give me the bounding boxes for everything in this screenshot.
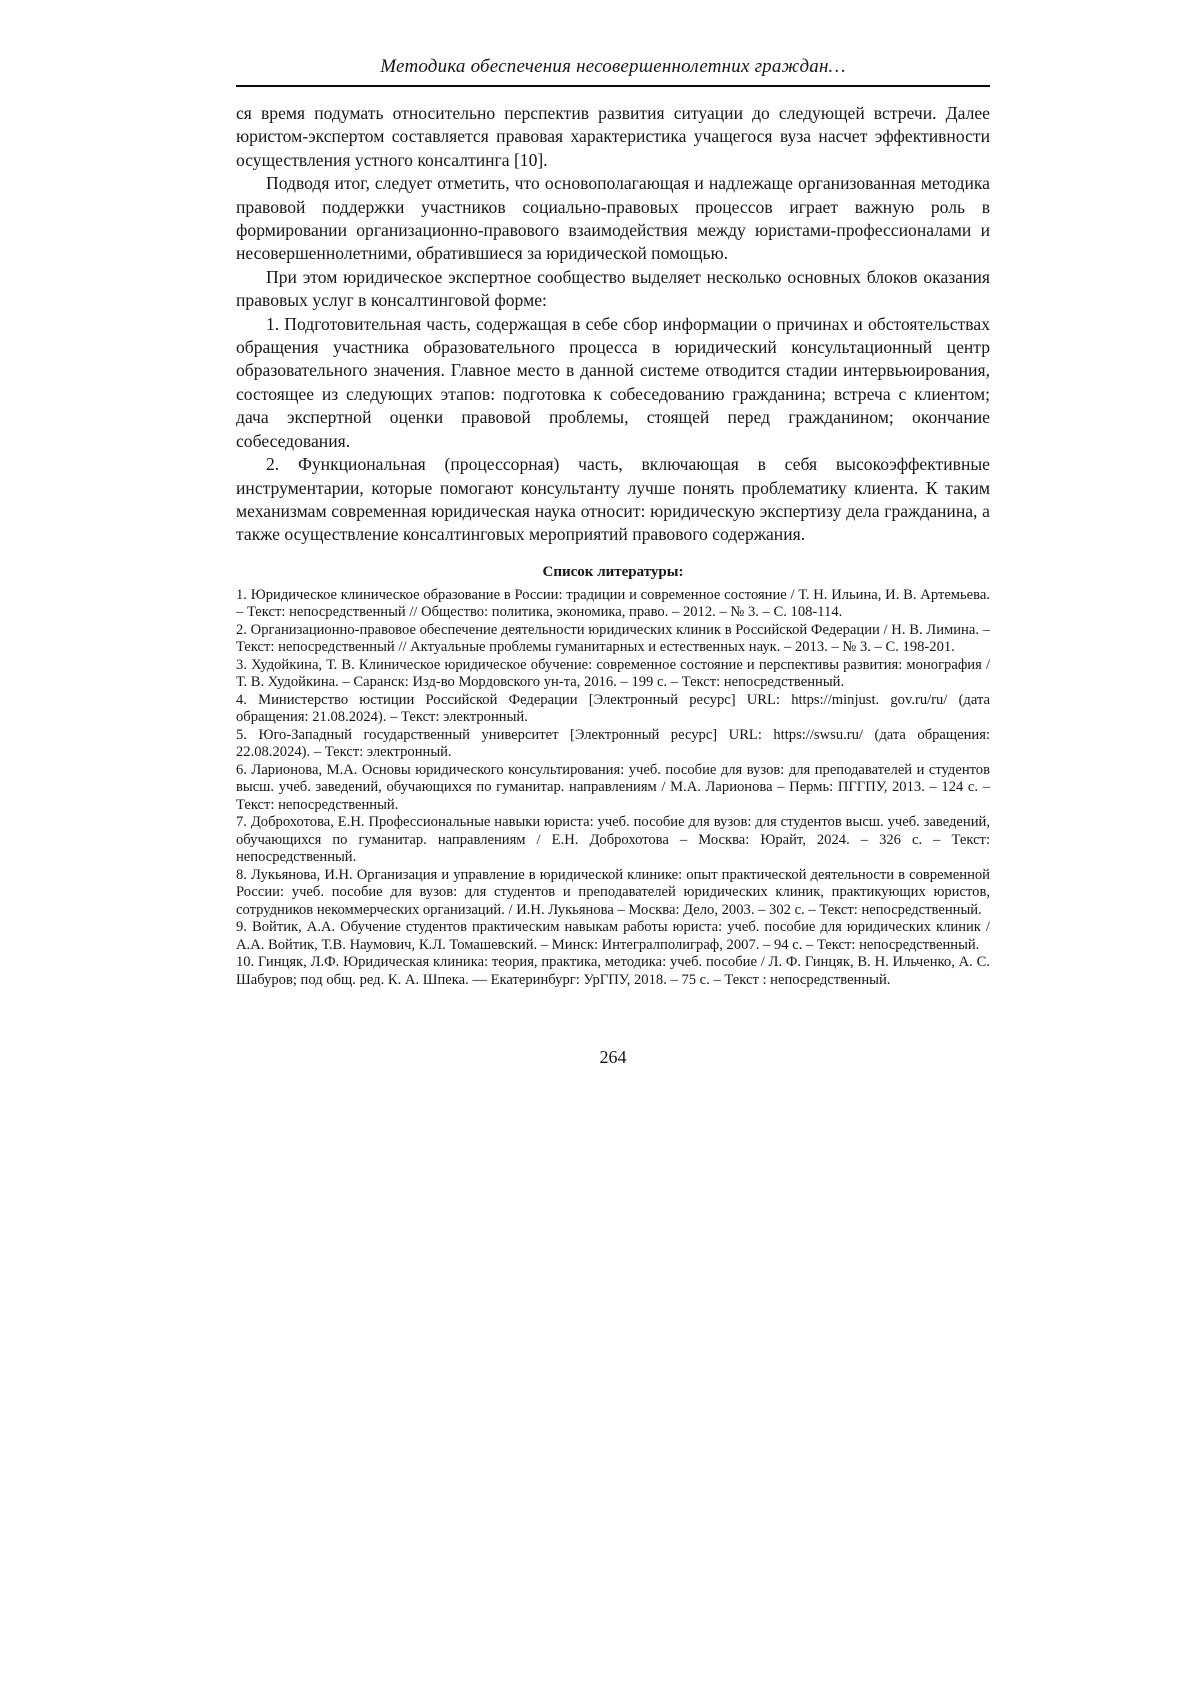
body-paragraph: При этом юридическое экспертное сообщество выделяет несколько основных блоков оказания правовых услуг в консалтинговой форме: <box>236 266 990 311</box>
running-header-title: Методика обеспечения несовершеннолетних граждан… <box>380 56 846 77</box>
header-rule <box>236 85 990 87</box>
reference-item: 10. Гинцяк, Л.Ф. Юридическая клиника: теория, практика, методика: учеб. пособие / Л. Ф. Гинцяк, В. Н. Ильченко, А. С. Шабуров; под общ. ред. К. А. Шпека. — Екатеринбург: УрГПУ, 2018. – 75 с. – Текст : непосредственный. <box>236 954 990 988</box>
body-paragraph: 1. Подготовительная часть, содержащая в себе сбор информации о причинах и обстоятельствах обращения участника образовательного процесса в юридический консультационный центр образовательного значения. Главное место в данной системе отводится стадии интервьюирования, состоящее из следующих этапов: подготовка к собеседованию гражданина; встреча с клиентом; дача экспертной оценки правовой проблемы, стоящей перед гражданином; окончание собеседования. <box>236 313 990 451</box>
reference-item: 1. Юридическое клиническое образование в России: традиции и современное состояние / Т. Н. Ильина, И. В. Артемьева. – Текст: непосредственный // Общество: политика, экономика, право. – 2012. – № 3. – С. 108-114. <box>236 586 990 621</box>
references-heading: Список литературы: <box>542 563 684 580</box>
reference-item: 2. Организационно-правовое обеспечение деятельности юридических клиник в Российской Федерации / Н. В. Лимина. – Текст: непосредственный // Актуальные проблемы гуманитарных и естественных наук. – 2013. – № 3. – С. 198-201. <box>236 621 990 656</box>
page-footer <box>236 1047 990 1068</box>
page-header <box>236 56 990 87</box>
body-paragraph: ся время подумать относительно перспектив развития ситуации до следующей встречи. Далее юристом-экспертом составляется правовая характеристика учащегося вуза насчет эффективности осуществления устного консалтинга [10]. <box>236 103 990 170</box>
reference-item: 7. Доброхотова, Е.Н. Профессиональные навыки юриста: учеб. пособие для вузов: для студентов высш. учеб. заведений, обучающихся по гуманитар. направлениям / Е.Н. Доброхотова – Москва: Юрайт, 2024. – 326 с. – Текст: непосредственный. <box>236 814 990 866</box>
references-section <box>236 564 990 990</box>
page-number: 264 <box>599 1047 627 1068</box>
reference-item: 4. Министерство юстиции Российской Федерации [Электронный ресурс] URL: https://minjust. gov.ru/ru/ (дата обращения: 21.08.2024). – Текст: электронный. <box>236 691 990 726</box>
reference-item: 9. Войтик, А.А. Обучение студентов практическим навыкам работы юриста: учеб. пособие для юридических клиник / А.А. Войтик, Т.В. Наумович, К.Л. Томашевский. – Минск: Интегралполиграф, 2007. – 94 с. – Текст: непосредственный. <box>236 919 990 953</box>
reference-item: 6. Ларионова, М.А. Основы юридического консультирования: учеб. пособие для вузов: для преподавателей и студентов высш. учеб. заведений, обучающихся по гуманитар. направлениям / М.А. Ларионова – Пермь: ПГГПУ, 2013. – 124 с. – Текст: непосредственный. <box>236 761 990 813</box>
article-body <box>236 102 990 547</box>
reference-item: 3. Худойкина, Т. В. Клиническое юридическое обучение: современное состояние и перспективы развития: монография / Т. В. Худойкина. – Саранск: Изд-во Мордовского ун-та, 2016. – 199 с. – Текст: непосредственный. <box>236 656 990 691</box>
reference-item: 5. Юго-Западный государственный университет [Электронный ресурс] URL: https://swsu.ru/ (дата обращения: 22.08.2024). – Текст: электронный. <box>236 726 990 761</box>
reference-item: 8. Лукьянова, И.Н. Организация и управление в юридической клинике: опыт практической деятельности в современной России: учеб. пособие для вузов: для студентов и преподавателей юридических клиник, практикующих юристов, сотрудников некоммерческих организаций. / И.Н. Лукьянова – Москва: Дело, 2003. – 302 с. – Текст: непосредственный. <box>236 866 990 918</box>
body-paragraph: Подводя итог, следует отметить, что основополагающая и надлежаще организованная методика правовой поддержки участников социально-правовых процессов играет важную роль в формировании организационно-правового взаимодействия между юристами-профессионалами и несовершеннолетними, обратившиеся за юридической помощью. <box>236 173 990 264</box>
page-content <box>236 56 990 1068</box>
body-paragraph: 2. Функциональная (процессорная) часть, включающая в себя высокоэффективные инструментарии, которые помогают консультанту лучше понять проблематику клиента. К таким механизмам современная юридическая наука относит: юридическую экспертизу дела гражданина, а также осуществление консалтинговых мероприятий правового содержания. <box>236 454 990 545</box>
